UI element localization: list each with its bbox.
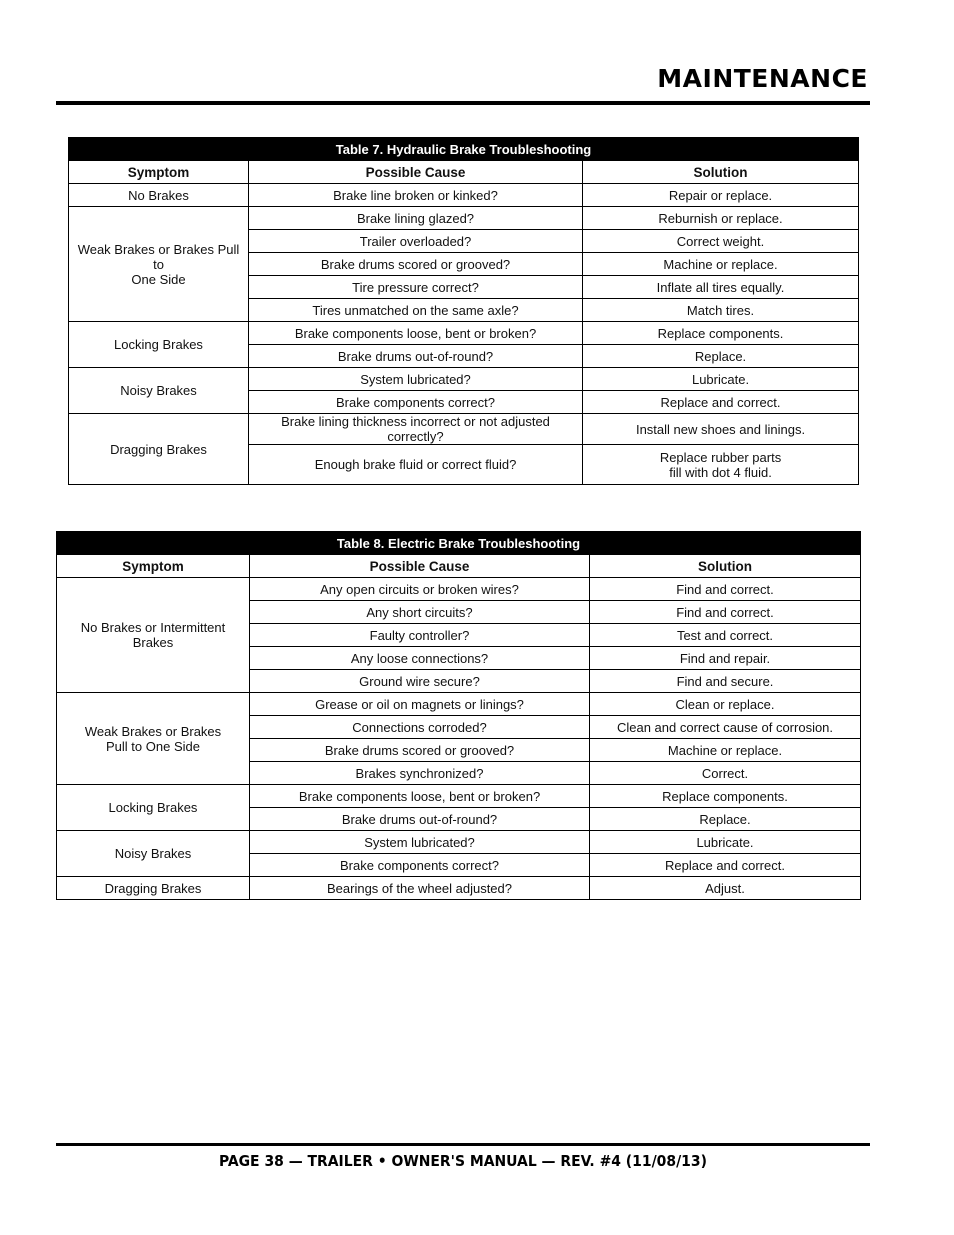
page-title: MAINTENANCE	[657, 64, 868, 93]
cause-cell: Brake drums scored or grooved?	[250, 739, 590, 762]
solution-cell: Find and correct.	[590, 601, 861, 624]
solution-cell: Test and correct.	[590, 624, 861, 647]
solution-cell: Adjust.	[590, 877, 861, 900]
solution-cell: Lubricate.	[583, 368, 859, 391]
table-row	[69, 414, 859, 445]
symptom-cell: Noisy Brakes	[57, 831, 250, 877]
cause-cell: Faulty controller?	[250, 624, 590, 647]
solution-cell: Install new shoes and linings.	[583, 414, 859, 445]
solution-cell: Machine or replace.	[590, 739, 861, 762]
solution-cell: Clean and correct cause of corrosion.	[590, 716, 861, 739]
table-row	[57, 693, 861, 716]
cause-cell: Brake components loose, bent or broken?	[249, 322, 583, 345]
cause-cell: Brake lining glazed?	[249, 207, 583, 230]
cause-cell: Brake components correct?	[249, 391, 583, 414]
symptom-cell: Weak Brakes or Brakes Pull to One Side	[57, 693, 250, 785]
cause-cell: Brake components loose, bent or broken?	[250, 785, 590, 808]
table-caption: Table 8. Electric Brake Troubleshooting	[57, 532, 861, 555]
cause-cell: Tire pressure correct?	[249, 276, 583, 299]
solution-cell: Replace components.	[583, 322, 859, 345]
solution-cell: Replace rubber parts fill with dot 4 fluid.	[583, 445, 859, 485]
table-row	[69, 184, 859, 207]
cause-cell: Bearings of the wheel adjusted?	[250, 877, 590, 900]
cause-cell: Brake drums out-of-round?	[250, 808, 590, 831]
cause-cell: Brakes synchronized?	[250, 762, 590, 785]
cause-cell: Trailer overloaded?	[249, 230, 583, 253]
solution-cell: Inflate all tires equally.	[583, 276, 859, 299]
symptom-cell: Noisy Brakes	[69, 368, 249, 414]
solution-cell: Repair or replace.	[583, 184, 859, 207]
solution-cell: Replace and correct.	[590, 854, 861, 877]
solution-cell: Clean or replace.	[590, 693, 861, 716]
cause-cell: System lubricated?	[249, 368, 583, 391]
column-header-symptom: Symptom	[69, 161, 249, 184]
symptom-cell: Locking Brakes	[69, 322, 249, 368]
electric-brake-troubleshooting-table	[56, 531, 861, 900]
solution-cell: Lubricate.	[590, 831, 861, 854]
symptom-cell: Locking Brakes	[57, 785, 250, 831]
symptom-cell: Dragging Brakes	[57, 877, 250, 900]
table-row	[69, 207, 859, 230]
cause-cell: Connections corroded?	[250, 716, 590, 739]
cause-cell: Any open circuits or broken wires?	[250, 578, 590, 601]
solution-cell: Replace.	[590, 808, 861, 831]
symptom-cell: No Brakes or Intermittent Brakes	[57, 578, 250, 693]
cause-cell: Any short circuits?	[250, 601, 590, 624]
solution-cell: Find and secure.	[590, 670, 861, 693]
column-header-solution: Solution	[590, 555, 861, 578]
column-header-solution: Solution	[583, 161, 859, 184]
solution-cell: Replace components.	[590, 785, 861, 808]
cause-cell: Grease or oil on magnets or linings?	[250, 693, 590, 716]
page-footer: PAGE 38 — TRAILER • OWNER'S MANUAL — REV. #4 (11/08/13)	[219, 1152, 707, 1170]
cause-cell: Brake line broken or kinked?	[249, 184, 583, 207]
solution-cell: Replace.	[583, 345, 859, 368]
solution-cell: Find and repair.	[590, 647, 861, 670]
cause-cell: Brake drums out-of-round?	[249, 345, 583, 368]
table-row	[57, 831, 861, 854]
cause-cell: System lubricated?	[250, 831, 590, 854]
cause-cell: Brake components correct?	[250, 854, 590, 877]
column-header-symptom: Symptom	[57, 555, 250, 578]
table-row	[57, 785, 861, 808]
solution-cell: Correct weight.	[583, 230, 859, 253]
table-row	[69, 322, 859, 345]
solution-cell: Reburnish or replace.	[583, 207, 859, 230]
symptom-cell: Weak Brakes or Brakes Pull to One Side	[69, 207, 249, 322]
symptom-cell: No Brakes	[69, 184, 249, 207]
cause-cell: Brake lining thickness incorrect or not adjusted correctly?	[249, 414, 583, 445]
table-row	[69, 368, 859, 391]
cause-cell: Brake drums scored or grooved?	[249, 253, 583, 276]
cause-cell: Tires unmatched on the same axle?	[249, 299, 583, 322]
solution-cell: Match tires.	[583, 299, 859, 322]
symptom-cell: Dragging Brakes	[69, 414, 249, 485]
cause-cell: Any loose connections?	[250, 647, 590, 670]
cause-cell: Enough brake fluid or correct fluid?	[249, 445, 583, 485]
column-header-possible-cause: Possible Cause	[250, 555, 590, 578]
solution-cell: Replace and correct.	[583, 391, 859, 414]
column-header-possible-cause: Possible Cause	[249, 161, 583, 184]
header-rule	[56, 101, 870, 105]
hydraulic-brake-troubleshooting-table	[68, 137, 859, 485]
footer-rule	[56, 1143, 870, 1146]
table-caption: Table 7. Hydraulic Brake Troubleshooting	[69, 138, 859, 161]
cause-cell: Ground wire secure?	[250, 670, 590, 693]
solution-cell: Correct.	[590, 762, 861, 785]
table-row	[57, 578, 861, 601]
solution-cell: Find and correct.	[590, 578, 861, 601]
table-row	[57, 877, 861, 900]
solution-cell: Machine or replace.	[583, 253, 859, 276]
